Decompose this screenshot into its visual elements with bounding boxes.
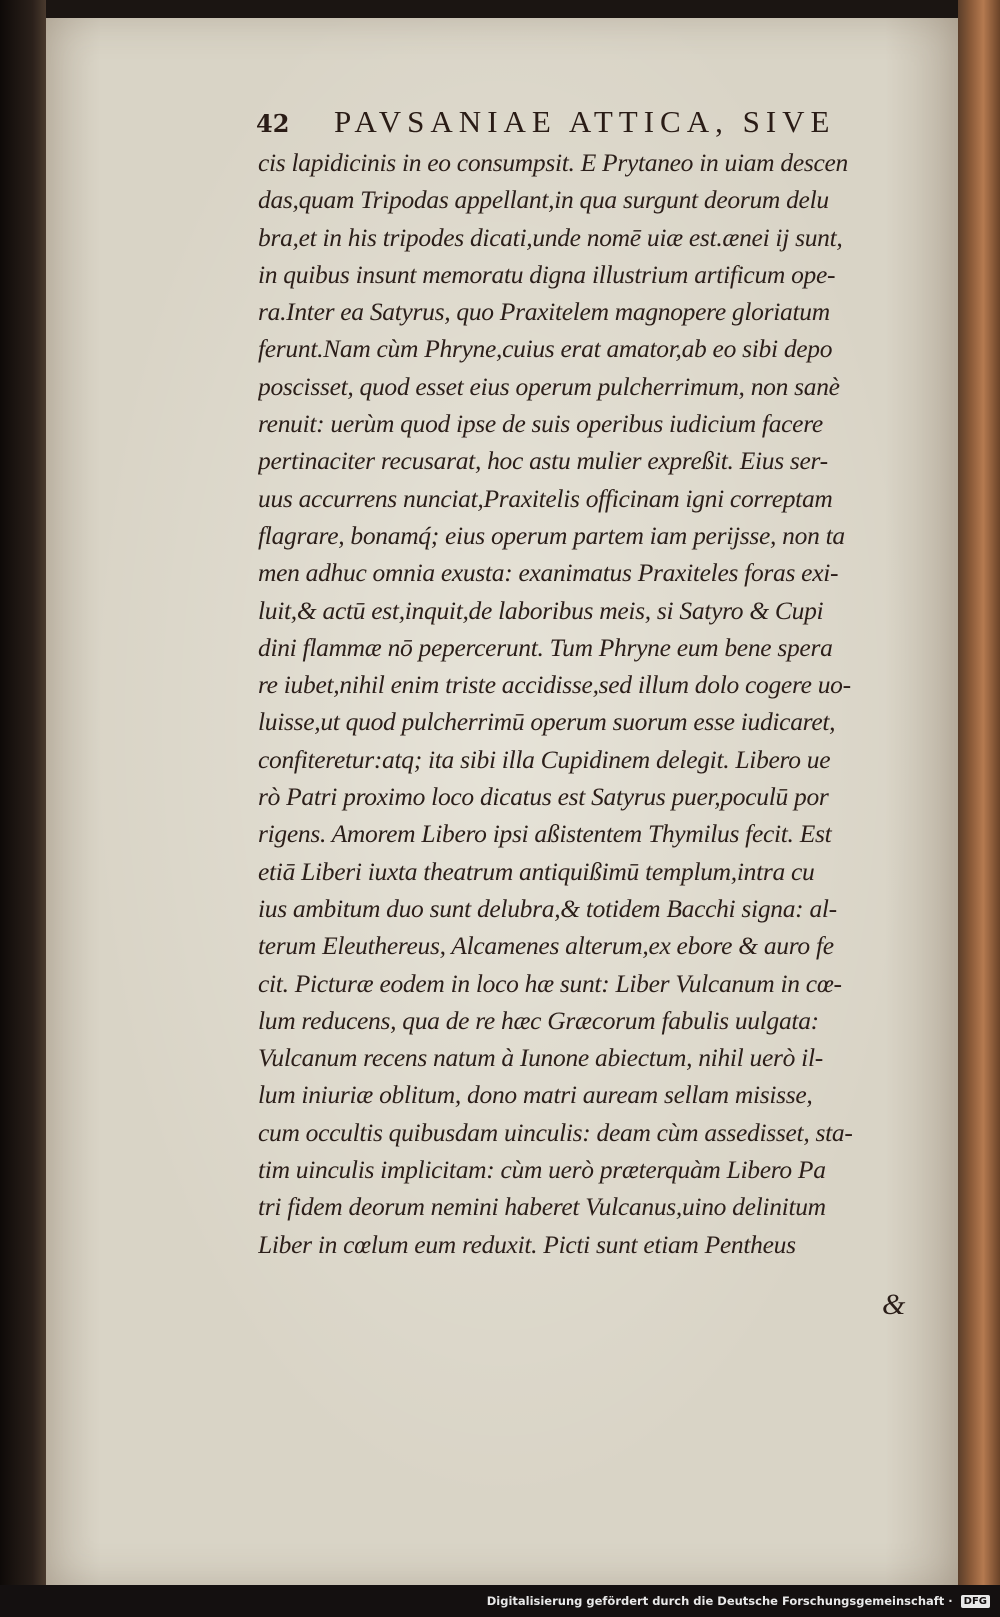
running-title: PAVSANIAE ATTICA, SIVE: [334, 104, 836, 139]
text-line: Vulcanum recens natum à Iunone abiectum, nihil uerò il-: [258, 1043, 823, 1073]
text-line: luisse,ut quod pulcherrimū operum suorum esse iudicaret,: [258, 707, 836, 737]
text-line: rò Patri proximo loco dicatus est Satyrus puer,poculū por: [258, 782, 829, 812]
text-line: uus accurrens nunciat,Praxitelis officinam igni correptam: [258, 483, 833, 513]
text-line: dini flammæ nō pepercerunt. Tum Phryne eum bene spera: [258, 632, 833, 662]
text-line: rigens. Amorem Libero ipsi aßistentem Thymilus fecit. Est: [258, 819, 832, 849]
text-line: pertinaciter recusarat, hoc astu mulier expreßit. Eius ser-: [258, 446, 828, 476]
text-line: cit. Picturæ eodem in loco hæ sunt: Liber Vulcanum in cœ-: [258, 968, 842, 998]
text-line: das,quam Tripodas appellant,in qua surgunt deorum delu: [258, 185, 829, 215]
text-line: in quibus insunt memoratu digna illustrium artificum ope-: [258, 259, 836, 289]
book-page-edge: [958, 0, 1000, 1585]
text-line: ra.Inter ea Satyrus, quo Praxitelem magnopere gloriatum: [258, 297, 830, 327]
book-spine-edge: [0, 0, 46, 1585]
page-header: [256, 104, 896, 144]
digitization-credit: Digitalisierung gefördert durch die Deutsche Forschungsgemeinschaft ·: [486, 1594, 953, 1608]
text-line: ius ambitum duo sunt delubra,& totidem Bacchi signa: al-: [258, 893, 837, 923]
text-line: tim uinculis implicitam: cùm uerò præterquàm Libero Pa: [258, 1155, 826, 1185]
text-line: confiteretur:atq; ita sibi illa Cupidinem delegit. Libero ue: [258, 744, 831, 774]
text-line: luit,& actū est,inquit,de laboribus meis, si Satyro & Cupi: [258, 595, 824, 625]
dfg-logo: DFG: [961, 1595, 990, 1608]
text-line: men adhuc omnia exusta: exanimatus Praxiteles foras exi-: [258, 558, 839, 588]
text-line: lum reducens, qua de re hæc Græcorum fabulis uulgata:: [258, 1005, 819, 1035]
text-line: bra,et in his tripodes dicati,unde nomē uiæ est.ænei ij sunt,: [258, 222, 843, 252]
page-number: 42: [256, 109, 290, 138]
text-line: poscisset, quod esset eius operum pulcherrimum, non sanè: [258, 371, 840, 401]
text-line: cum occultis quibusdam uinculis: deam cùm assedisset, sta-: [258, 1117, 853, 1147]
text-line: cis lapidicinis in eo consumpsit. E Prytaneo in uiam descen: [258, 148, 848, 177]
footer-bar: [0, 1585, 1000, 1617]
body-text: [258, 144, 938, 1263]
text-line: etiā Liberi iuxta theatrum antiquißimū templum,intra cu: [258, 856, 815, 886]
text-line: tri fidem deorum nemini haberet Vulcanus,uino delinitum: [258, 1192, 826, 1222]
catchword: &: [882, 1288, 906, 1321]
text-line: flagrare, bonamq́; eius operum partem iam perijsse, non ta: [258, 520, 845, 550]
text-line: renuit: uerùm quod ipse de suis operibus iudicium facere: [258, 409, 823, 439]
text-line: re iubet,nihil enim triste accidisse,sed illum dolo cogere uo-: [258, 670, 851, 700]
text-line: Liber in cœlum eum reduxit. Picti sunt etiam Pentheus: [258, 1229, 796, 1259]
text-line: lum iniuriæ oblitum, dono matri auream sellam misisse,: [258, 1080, 813, 1110]
text-line: terum Eleuthereus, Alcamenes alterum,ex ebore & auro fe: [258, 931, 834, 961]
text-line: ferunt.Nam cùm Phryne,cuius erat amator,ab eo sibi depo: [258, 334, 833, 364]
